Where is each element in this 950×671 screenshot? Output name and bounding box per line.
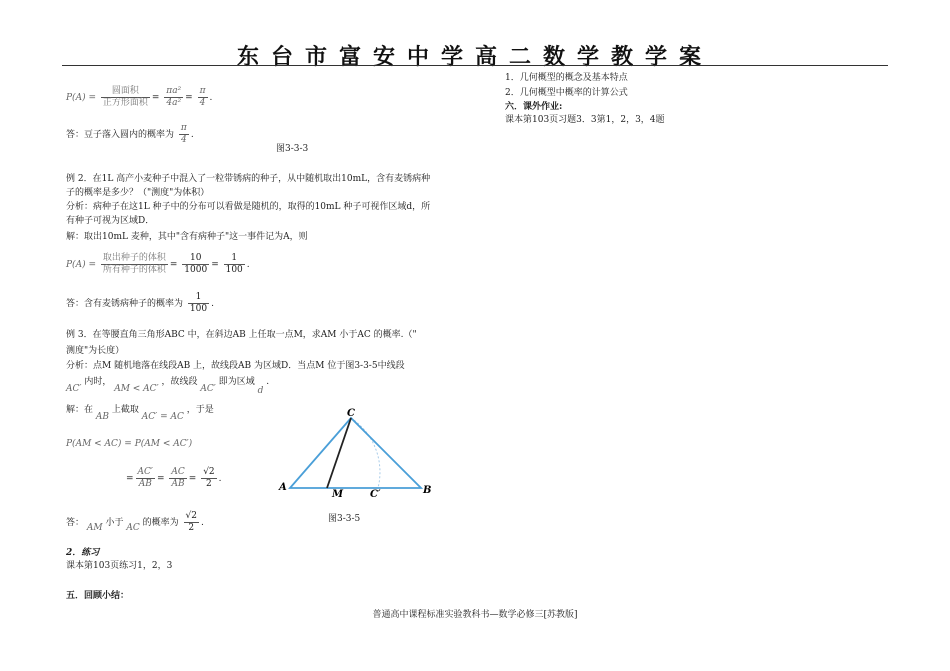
example-3-line-1: 例 3．在等腰直角三角形ABC 中，在斜边AB 上任取一点M，求AM 小于AC 的概率.（" <box>66 330 417 340</box>
example-2-line-3: 分析：病种子在这1L 种子中的分布可以看做是随机的，取得的10mL 种子可视作区域d，所 <box>66 202 431 212</box>
formula-lhs: P(A) = <box>66 93 96 103</box>
homework-text: 课本第103页习题3．3第1，2，3，4题 <box>505 115 665 125</box>
fraction-volume: $\frac{\text{取出种子的体积}}{\text{所有种子的体积}}$ <box>102 253 166 275</box>
arc-dashed <box>351 418 380 488</box>
answer-2-fraction: $\frac{1}{100}$ <box>189 292 208 314</box>
probability-formula-2: P(A) = $\frac{\text{取出种子的体积}}{\text{所有种子的体积}}$ = $\frac{10}{1000}$ = $\frac{1}{100}$ . <box>66 253 250 275</box>
figure-caption-2: 图3-3-5 <box>328 514 361 524</box>
page-title: 东台市富安中学高二数学教学案 <box>236 44 713 70</box>
example-2-line-2: 子的概率是多少？（"测度"为体积） <box>66 188 210 198</box>
answer-2: 答：含有麦锈病种子的概率为 $\frac{1}{100}$ . <box>66 292 214 314</box>
practice-text: 课本第103页练习1，2，3 <box>66 561 173 571</box>
fraction-acp-ab: $\frac{AC'}{AB}$ <box>137 467 153 489</box>
fraction-10-1000: $\frac{10}{1000}$ <box>184 253 208 275</box>
label-c: C <box>347 408 355 419</box>
label-c-prime: C′ <box>370 489 381 500</box>
probability-formula-1: P(A) = $\frac{\text{圆面积}}{\text{正方形面积}}$ = $\frac{\text{πa²}}{\text{4a²}}$ = $\frac{\pi}{4}$ . <box>66 86 213 108</box>
answer-1-fraction: $\frac{\pi}{4}$ <box>180 123 187 145</box>
footer: 普通高中课程标准实验教科书—数学必修三[苏教版] <box>372 610 578 620</box>
example-3-equation-2: = $\frac{AC'}{AB}$ = $\frac{AC}{AB}$ = $\frac{√2}{2}$ . <box>126 467 222 489</box>
answer-3-fraction: $\frac{√2}{2}$ <box>185 511 197 533</box>
fraction-ac-ab: $\frac{AC}{AB}$ <box>171 467 185 489</box>
example-2-line-4: 有种子可视为区域D． <box>66 216 155 226</box>
answer-3: 答： AM 小于 AC 的概率为 $\frac{√2}{2}$ . <box>66 511 204 533</box>
section-homework: 六．课外作业: <box>505 102 563 112</box>
answer-1: 答：豆子落入圆内的概率为 $\frac{\pi}{4}$ . <box>66 123 194 145</box>
figure-caption-1: 图3-3-3 <box>276 144 309 154</box>
triangle-diagram <box>270 402 445 502</box>
fraction-pi-a2: $\frac{\text{πa²}}{\text{4a²}}$ <box>166 86 182 108</box>
example-2-line-5: 解：取出10mL 麦种，其中"含有病种子"这一事件记为A，则 <box>66 232 308 242</box>
fraction-area: $\frac{\text{圆面积}}{\text{正方形面积}}$ <box>102 86 148 108</box>
segment-cm <box>327 418 351 488</box>
triangle-abc <box>290 418 421 488</box>
summary-item-1: 1．几何概型的概念及基本特点 <box>505 73 628 83</box>
label-a: A <box>279 482 287 493</box>
label-b: B <box>423 485 432 496</box>
section-review: 五．回顾小结： <box>66 591 130 601</box>
fraction-sqrt2-2: $\frac{√2}{2}$ <box>203 467 215 489</box>
example-3-line-3: 分析：点M 随机地落在线段AB 上，故线段AB 为区域D．当点M 位于图3-3-5中线段 <box>66 361 405 371</box>
example-3-equation-1: P(AM < AC) = P(AM < AC′) <box>66 439 193 449</box>
example-2-line-1: 例 2．在1L 高产小麦种子中混入了一粒带锈病的种子，从中随机取出10mL，含有麦锈病种 <box>66 174 431 184</box>
example-3-line-2: 测度"为长度） <box>66 346 125 356</box>
header-rule <box>62 65 888 66</box>
fraction-1-100: $\frac{1}{100}$ <box>225 253 243 275</box>
fraction-pi-4: $\frac{\pi}{4}$ <box>199 86 206 108</box>
summary-item-2: 2．几何概型中概率的计算公式 <box>505 88 628 98</box>
section-practice: 2．练习 <box>66 548 100 558</box>
label-m: M <box>332 489 344 500</box>
example-3-solution: 解：在 AB 上截取 AC′ = AC ，于是 <box>66 405 214 422</box>
example-3-line-4: AC′ 内时， AM < AC′ ，故线段 AC′ 即为区域 d . <box>66 377 270 396</box>
